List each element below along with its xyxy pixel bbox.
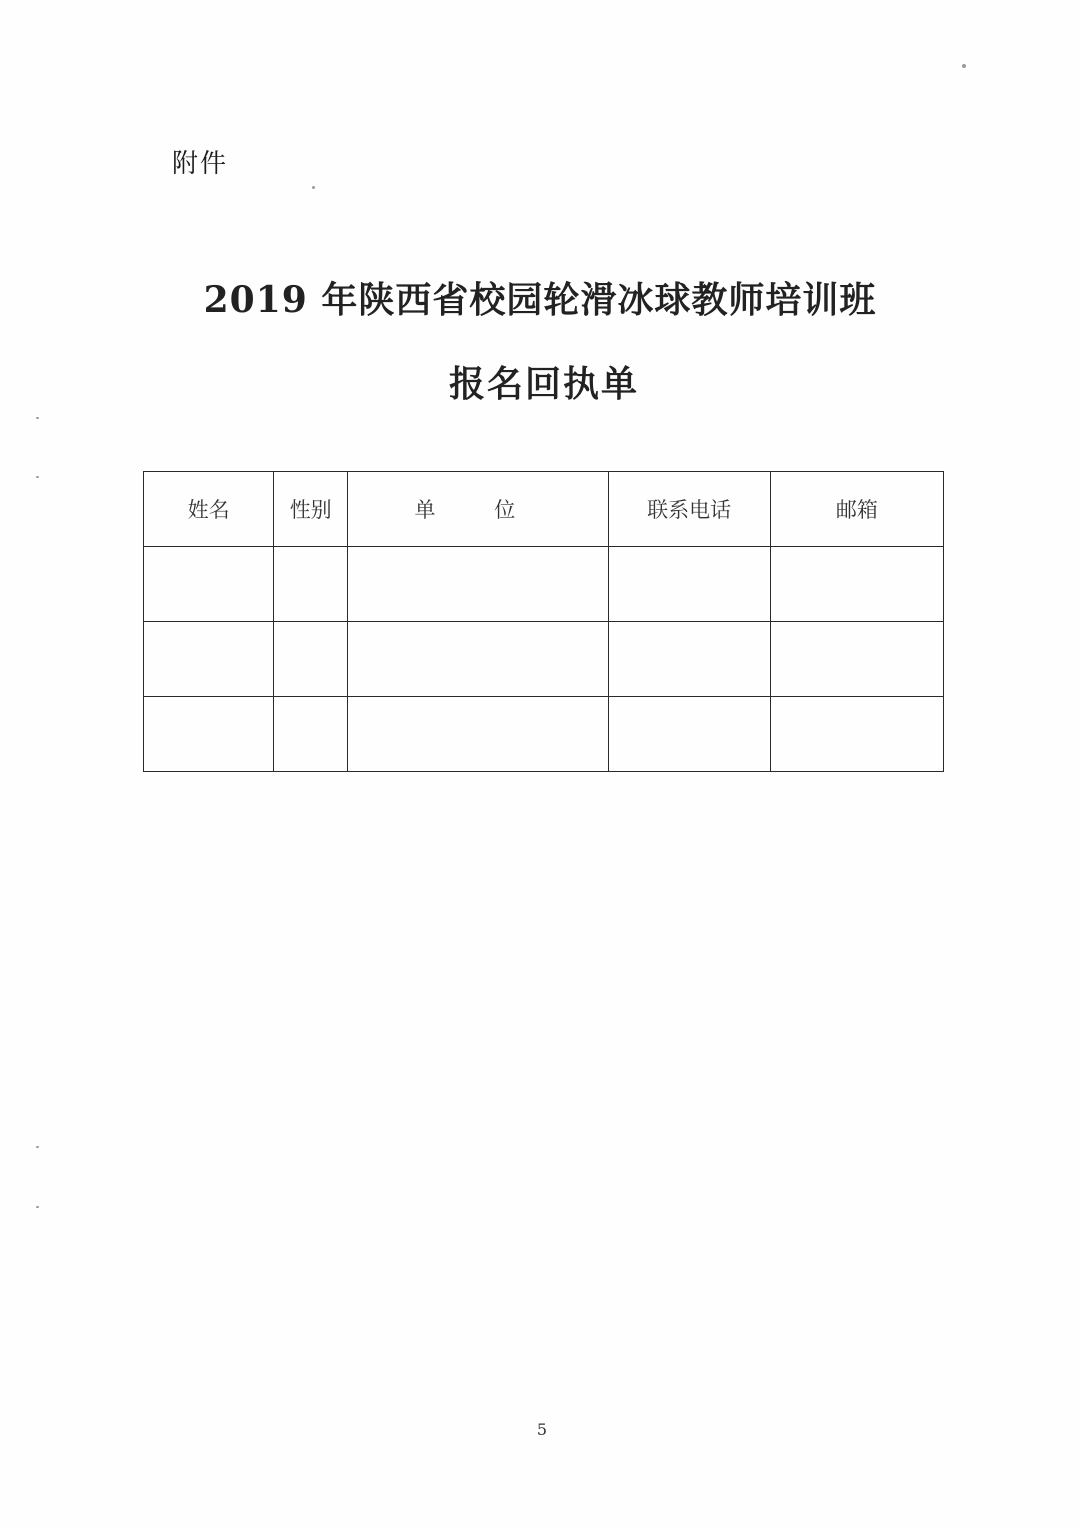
table-row	[144, 622, 944, 697]
page-number: 5	[536, 1420, 548, 1439]
scan-speck	[962, 64, 966, 68]
cell-name[interactable]	[144, 622, 274, 697]
cell-email[interactable]	[770, 547, 943, 622]
cell-email[interactable]	[770, 622, 943, 697]
cell-gender[interactable]	[274, 622, 348, 697]
scan-speck	[36, 417, 39, 419]
scan-speck	[36, 1146, 39, 1148]
cell-phone[interactable]	[608, 547, 770, 622]
page-subtitle: 报名回执单	[448, 363, 639, 405]
cell-phone[interactable]	[608, 622, 770, 697]
header-gender: 性别	[274, 472, 348, 547]
scan-speck	[312, 186, 315, 189]
cell-unit[interactable]	[348, 547, 608, 622]
registration-form-table	[143, 471, 944, 772]
scan-speck	[36, 476, 39, 478]
cell-gender[interactable]	[274, 697, 348, 772]
cell-unit[interactable]	[348, 622, 608, 697]
attachment-label: 附件	[172, 149, 229, 179]
scan-speck	[36, 1206, 39, 1208]
table-header-row	[144, 472, 944, 547]
cell-email[interactable]	[770, 697, 943, 772]
header-name: 姓名	[144, 472, 274, 547]
header-unit: 单 位	[348, 472, 608, 547]
cell-gender[interactable]	[274, 547, 348, 622]
cell-name[interactable]	[144, 697, 274, 772]
header-phone: 联系电话	[608, 472, 770, 547]
header-email: 邮箱	[770, 472, 943, 547]
cell-unit[interactable]	[348, 697, 608, 772]
table-row	[144, 697, 944, 772]
cell-phone[interactable]	[608, 697, 770, 772]
page-title: 2019 年陕西省校园轮滑冰球教师培训班	[203, 279, 877, 321]
cell-name[interactable]	[144, 547, 274, 622]
table-row	[144, 547, 944, 622]
